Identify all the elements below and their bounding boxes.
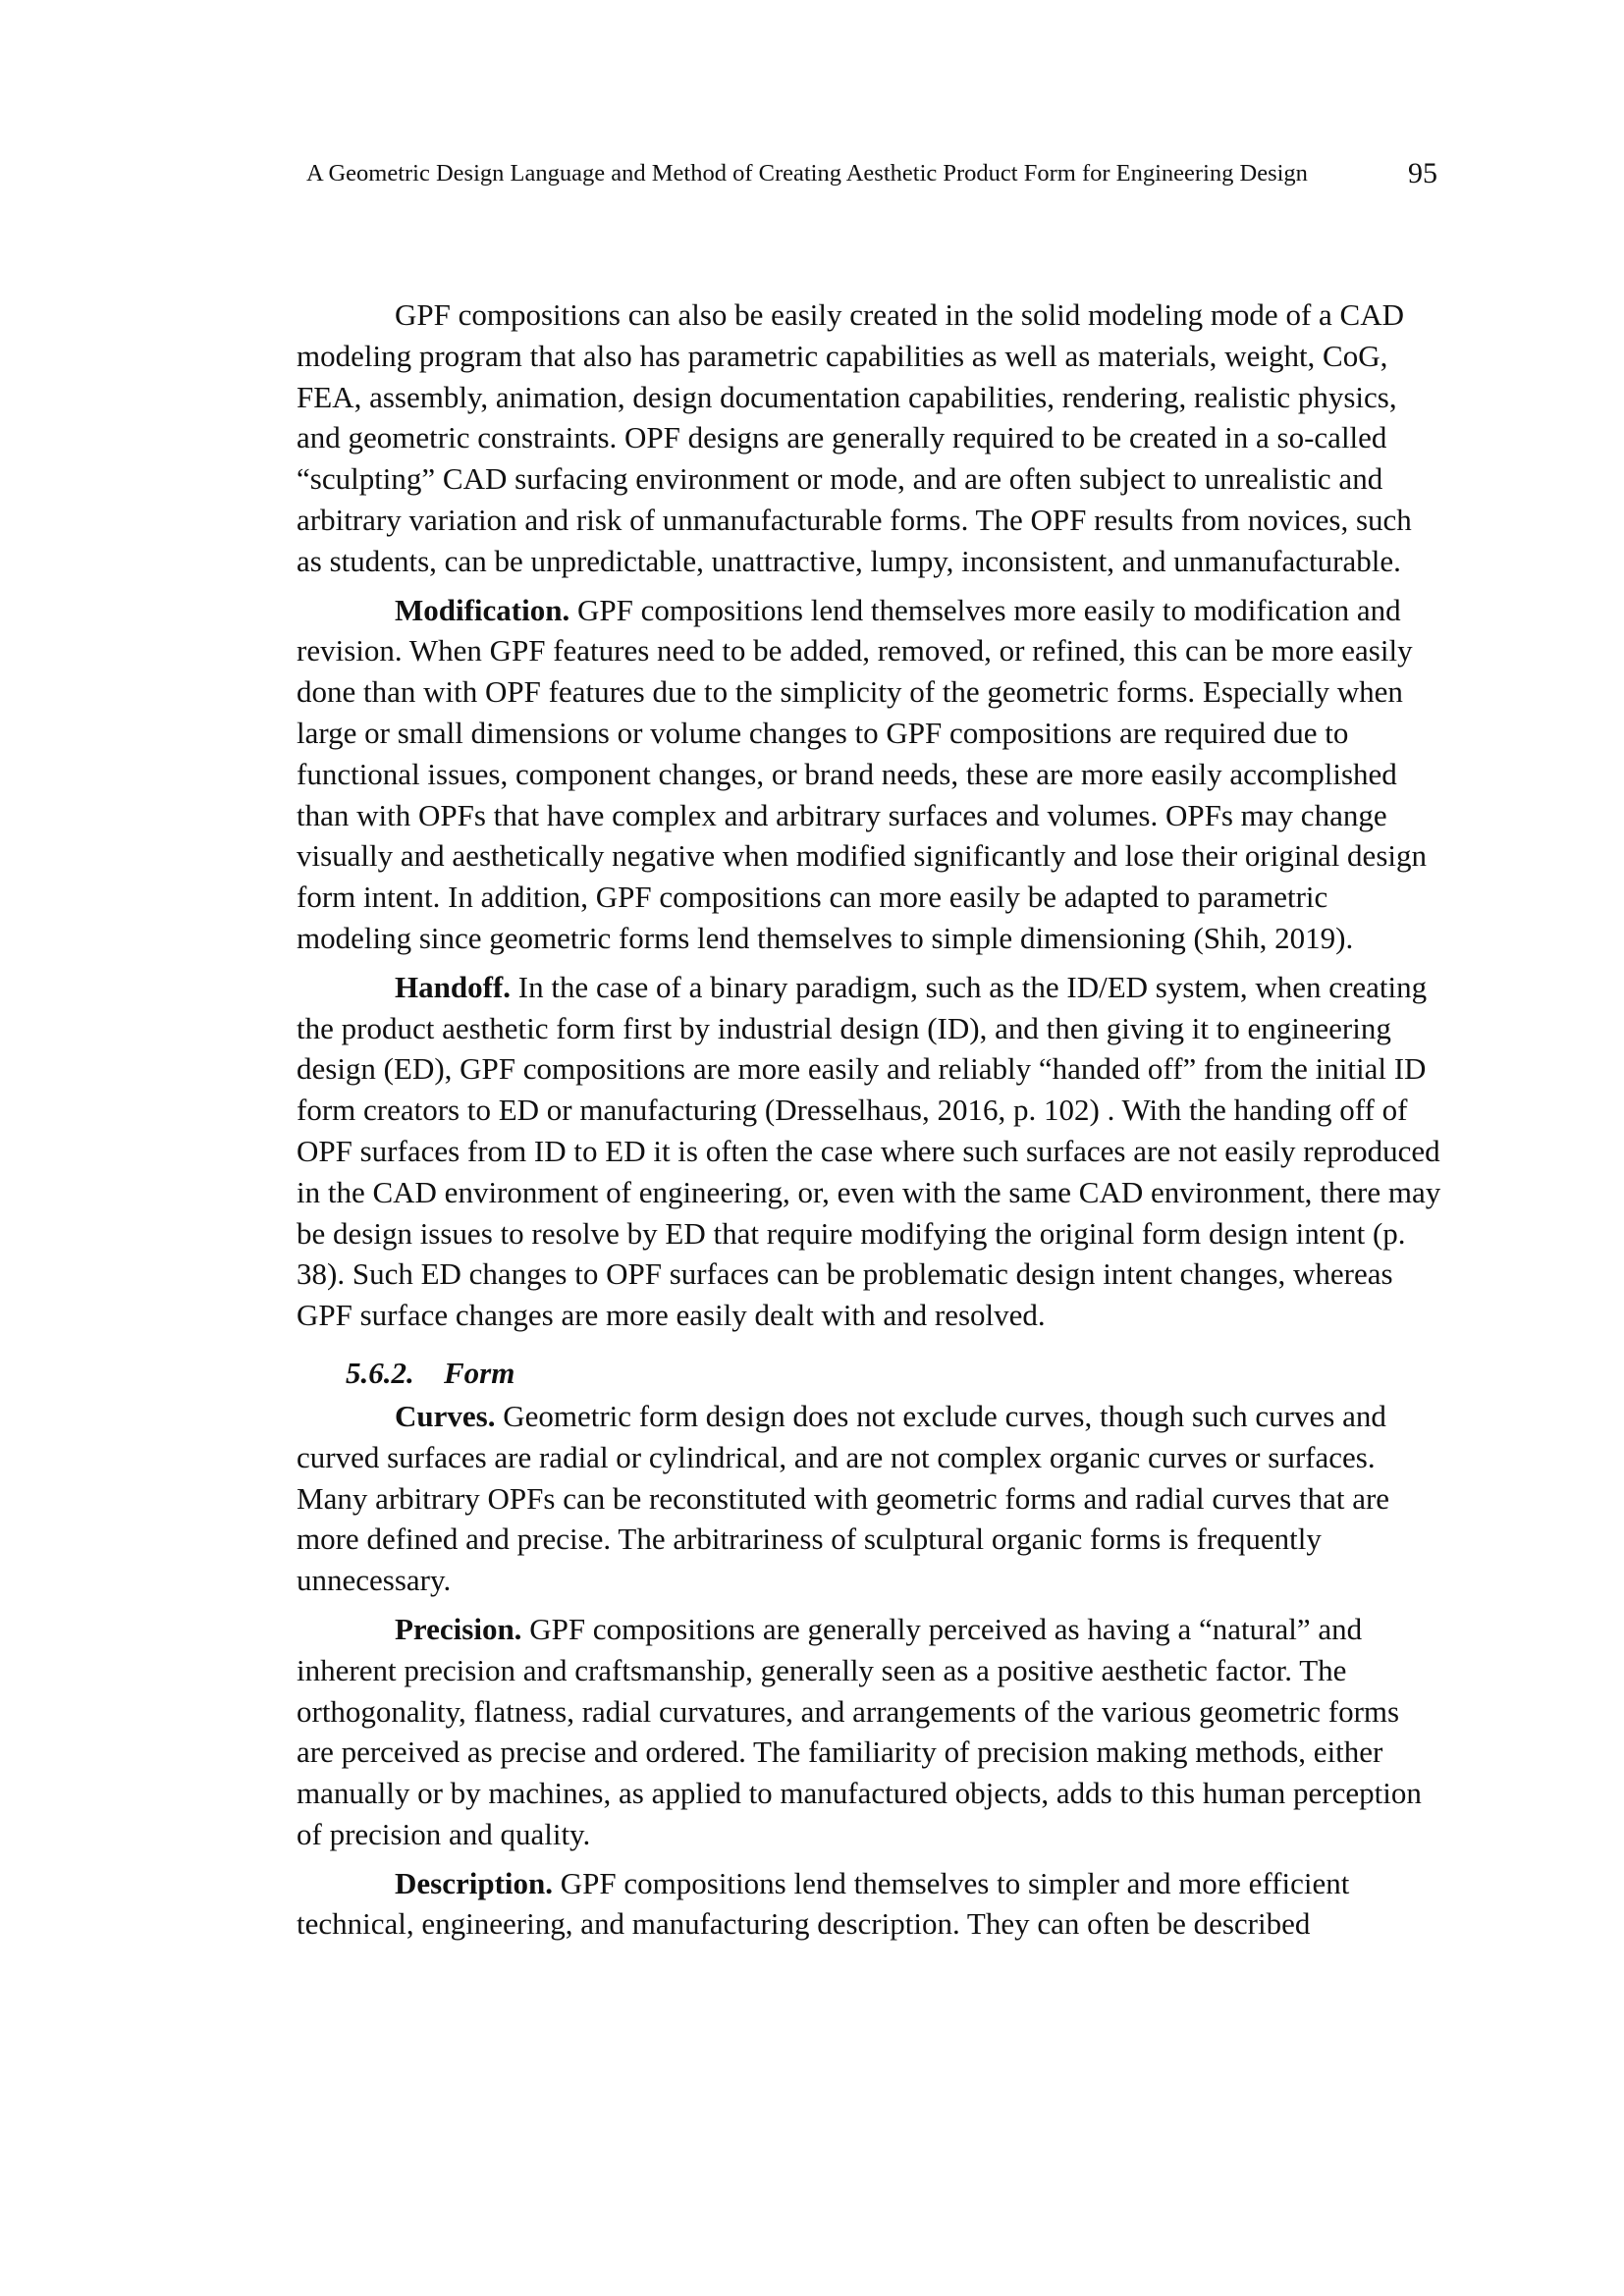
paragraph-text: GPF compositions lend themselves to simpler and more efficient technical, engineering, and manufacturing description. They can often be described <box>297 1865 1350 1942</box>
paragraph-handoff <box>297 967 1443 1336</box>
running-header <box>306 157 1437 196</box>
paragraph-precision <box>297 1609 1443 1855</box>
paragraph-text: Geometric form design does not exclude curves, though such curves and curved surfaces are radial or cylindrical, and are not complex organic curves or surfaces. Many arbitrary OPFs can be reconstituted with geometric forms and radial curves that are more defined and precise. The arbitrariness of sculptural organic forms is frequently unnecessary. <box>297 1398 1390 1598</box>
run-in-heading-modification: Modification. <box>395 592 570 627</box>
body-text <box>297 294 1443 1952</box>
subsection-heading <box>346 1354 1443 1393</box>
paragraph-text: GPF compositions are generally perceived as having a “natural” and inherent precision and craftsmanship, generally seen as a positive aesthetic factor. The orthogonality, flatness, radial curvatures, and arrangements of the various geometric forms are perceived as precise and ordered. The familiarity of precision making methods, either manually or by machines, as applied to manufactured objects, adds to this human perception of precision and quality. <box>297 1611 1422 1851</box>
paragraph-modification <box>297 590 1443 959</box>
page-number: 95 <box>1408 157 1437 189</box>
paragraph-text: In the case of a binary paradigm, such as the ID/ED system, when creating the product aesthetic form first by industrial design (ID), and then giving it to engineering design (ED), GPF compositions are more easily and reliably “handed off” from the initial ID form creators to ED or manufacturing (Dresselhaus, 2016, p. 102) . With the handing off of OPF surfaces from ID to ED it is often the case where such surfaces are not easily reproduced in the CAD environment of engineering, or, even with the same CAD environment, there may be design issues to resolve by ED that require modifying the original form design intent (p. 38). Such ED changes to OPF surfaces can be problematic design intent changes, whereas GPF surface changes are more easily dealt with and resolved. <box>297 969 1441 1333</box>
paragraph-text: GPF compositions lend themselves more easily to modification and revision. When GPF features need to be added, removed, or refined, this can be more easily done than with OPF features due to the simplicity of the geometric forms. Especially when large or small dimensions or volume changes to GPF compositions are required due to functional issues, component changes, or brand needs, these are more easily accomplished than with OPFs that have complex and arbitrary surfaces and volumes. OPFs may change visually and aesthetically negative when modified significantly and lose their original design form intent. In addition, GPF compositions can more easily be adapted to parametric modeling since geometric forms lend themselves to simple dimensioning (Shih, 2019). <box>297 592 1427 955</box>
run-in-heading-handoff: Handoff. <box>395 969 511 1004</box>
paragraph-curves <box>297 1396 1443 1601</box>
run-in-heading-precision: Precision. <box>395 1611 522 1646</box>
run-in-heading-description: Description. <box>395 1865 554 1900</box>
paragraph-solid-modeling <box>297 294 1443 582</box>
run-in-heading-curves: Curves. <box>395 1398 496 1433</box>
subsection-title: Form <box>444 1355 515 1390</box>
subsection-number: 5.6.2. <box>346 1355 414 1390</box>
running-title: A Geometric Design Language and Method of Creating Aesthetic Product Form for Engineering Design <box>306 160 1308 187</box>
paragraph-description <box>297 1863 1443 1946</box>
paragraph-text: GPF compositions can also be easily created in the solid modeling mode of a CAD modeling program that also has parametric capabilities as well as materials, weight, CoG, FEA, assembly, animation, design documentation capabilities, rendering, realistic physics, and geometric constraints. OPF designs are generally required to be created in a so-called “sculpting” CAD surfacing environment or mode, and are often subject to unrealistic and arbitrary variation and risk of unmanufacturable forms. The OPF results from novices, such as students, can be unpredictable, unattractive, lumpy, inconsistent, and unmanufacturable. <box>297 297 1412 578</box>
